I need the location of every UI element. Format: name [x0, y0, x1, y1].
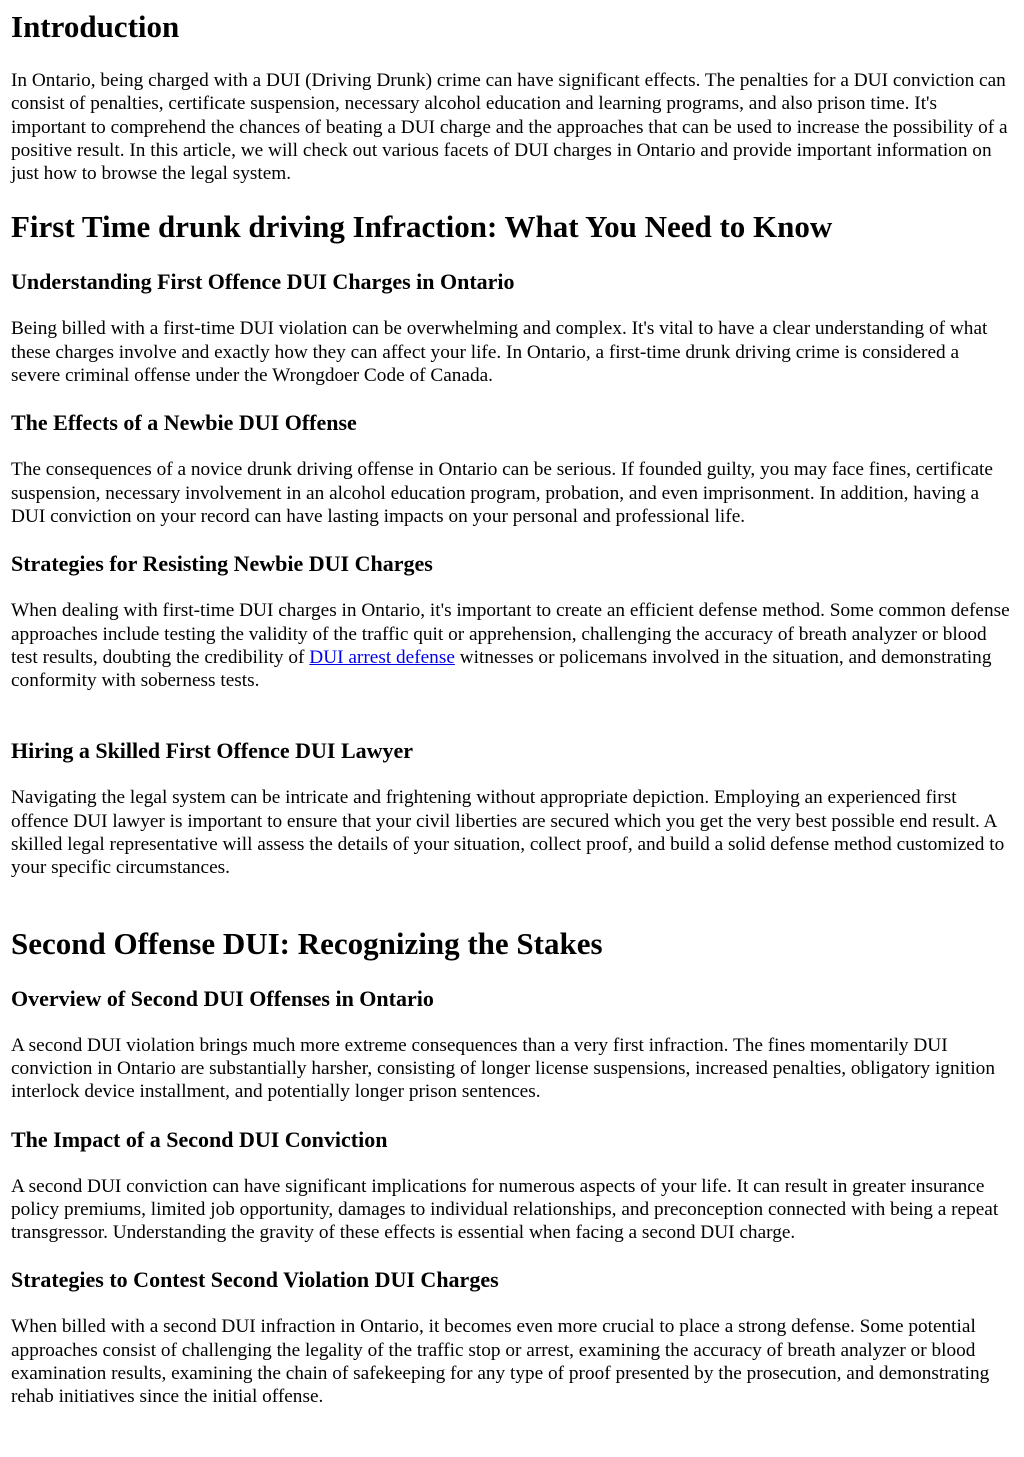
- section1-sub3-paragraph: [11, 599, 1013, 692]
- section1-sub3-heading: Strategies for Resisting Newbie DUI Charges: [11, 551, 433, 577]
- section1-heading: First Time drunk driving Infraction: What You Need to Know: [11, 209, 833, 245]
- section1-sub2-paragraph: The consequences of a novice drunk driving offense in Ontario can be serious. If founded guilty, you may face fines, certificate suspension, necessary involvement in an alcohol education program, probation, and even imprisonment. In addition, having a DUI conviction on your record can have lasting impacts on your personal and professional life.: [11, 459, 993, 527]
- intro-paragraph: In Ontario, being charged with a DUI (Driving Drunk) crime can have significant effects. The penalties for a DUI conviction can consist of penalties, certificate suspension, necessary alcohol education and learning programs, and also prison time. It's important to comprehend the chances of beating a DUI charge and the approaches that can be used to increase the possibility of a positive result. In this article, we will check out various facets of DUI charges in Ontario and provide important information on just how to browse the legal system.: [11, 70, 1008, 185]
- intro-heading: Introduction: [11, 9, 180, 44]
- section1-sub1-paragraph: Being billed with a first-time DUI violation can be overwhelming and complex. It's vital to have a clear understanding of what these charges involve and exactly how they can affect your life. In Ontario, a first-time drunk driving crime is considered a severe criminal offense under the Wrongdoer Code of Canada.: [11, 318, 988, 387]
- section2-heading: Second Offense DUI: Recognizing the Stakes: [11, 925, 603, 961]
- section2-sub2-paragraph: A second DUI conviction can have significant implications for numerous aspects of your life. It can result in greater insurance policy premiums, limited job opportunity, damages to individual relationships, and preconception connected with being a repeat transgressor. Understanding the gravity of these effects is essential when facing a second DUI charge.: [11, 1175, 999, 1244]
- section1-sub2-heading: The Effects of a Newbie DUI Offense: [11, 410, 357, 436]
- section2-sub3-heading: Strategies to Contest Second Violation DUI Charges: [11, 1267, 499, 1293]
- section2-sub1-paragraph: A second DUI violation brings much more extreme consequences than a very first infraction. The fines momentarily DUI conviction in Ontario are substantially harsher, consisting of longer license suspensions, increased penalties, obligatory ignition interlock device installment, and potentially longer prison sentences.: [11, 1034, 995, 1103]
- section1-sub4-paragraph: Navigating the legal system can be intricate and frightening without appropriate depiction. Employing an experienced first offence DUI lawyer is important to ensure that your civil liberties are secured which you get the very best possible end result. A skilled legal representative will assess the details of your situation, collect proof, and build a solid defense method customized to your specific circumstances.: [11, 787, 1005, 879]
- section1-sub1-heading: Understanding First Offence DUI Charges in Ontario: [11, 269, 515, 295]
- section2-sub3-paragraph: When billed with a second DUI infraction in Ontario, it becomes even more crucial to place a strong defense. Some potential approaches consist of challenging the legality of the traffic stop or arrest, examining the accuracy of breath analyzer or blood examination results, examining the chain of safekeeping for any type of proof presented by the prosecution, and demonstrating rehab initiatives since the initial offense.: [11, 1316, 990, 1408]
- paragraph-text-before-link: When dealing with first-time DUI charges in Ontario, it's important to create an efficient defense method. Some common defense approaches include testing the validity of the traffic quit or apprehension, challenging the accuracy of breath analyzer or blood test results, doubting the credibility of: [11, 600, 1010, 668]
- dui-arrest-defense-link[interactable]: DUI arrest defense: [309, 646, 455, 668]
- paragraph-text-after-link: witnesses or policemans involved in the situation, and demonstrating conformity with soberness tests.: [11, 646, 992, 692]
- section1-sub4-heading: Hiring a Skilled First Offence DUI Lawyer: [11, 738, 414, 764]
- article: [0, 9, 1024, 1409]
- section2-sub2-heading: The Impact of a Second DUI Conviction: [11, 1126, 388, 1152]
- section2-sub1-heading: Overview of Second DUI Offenses in Ontario: [11, 985, 434, 1011]
